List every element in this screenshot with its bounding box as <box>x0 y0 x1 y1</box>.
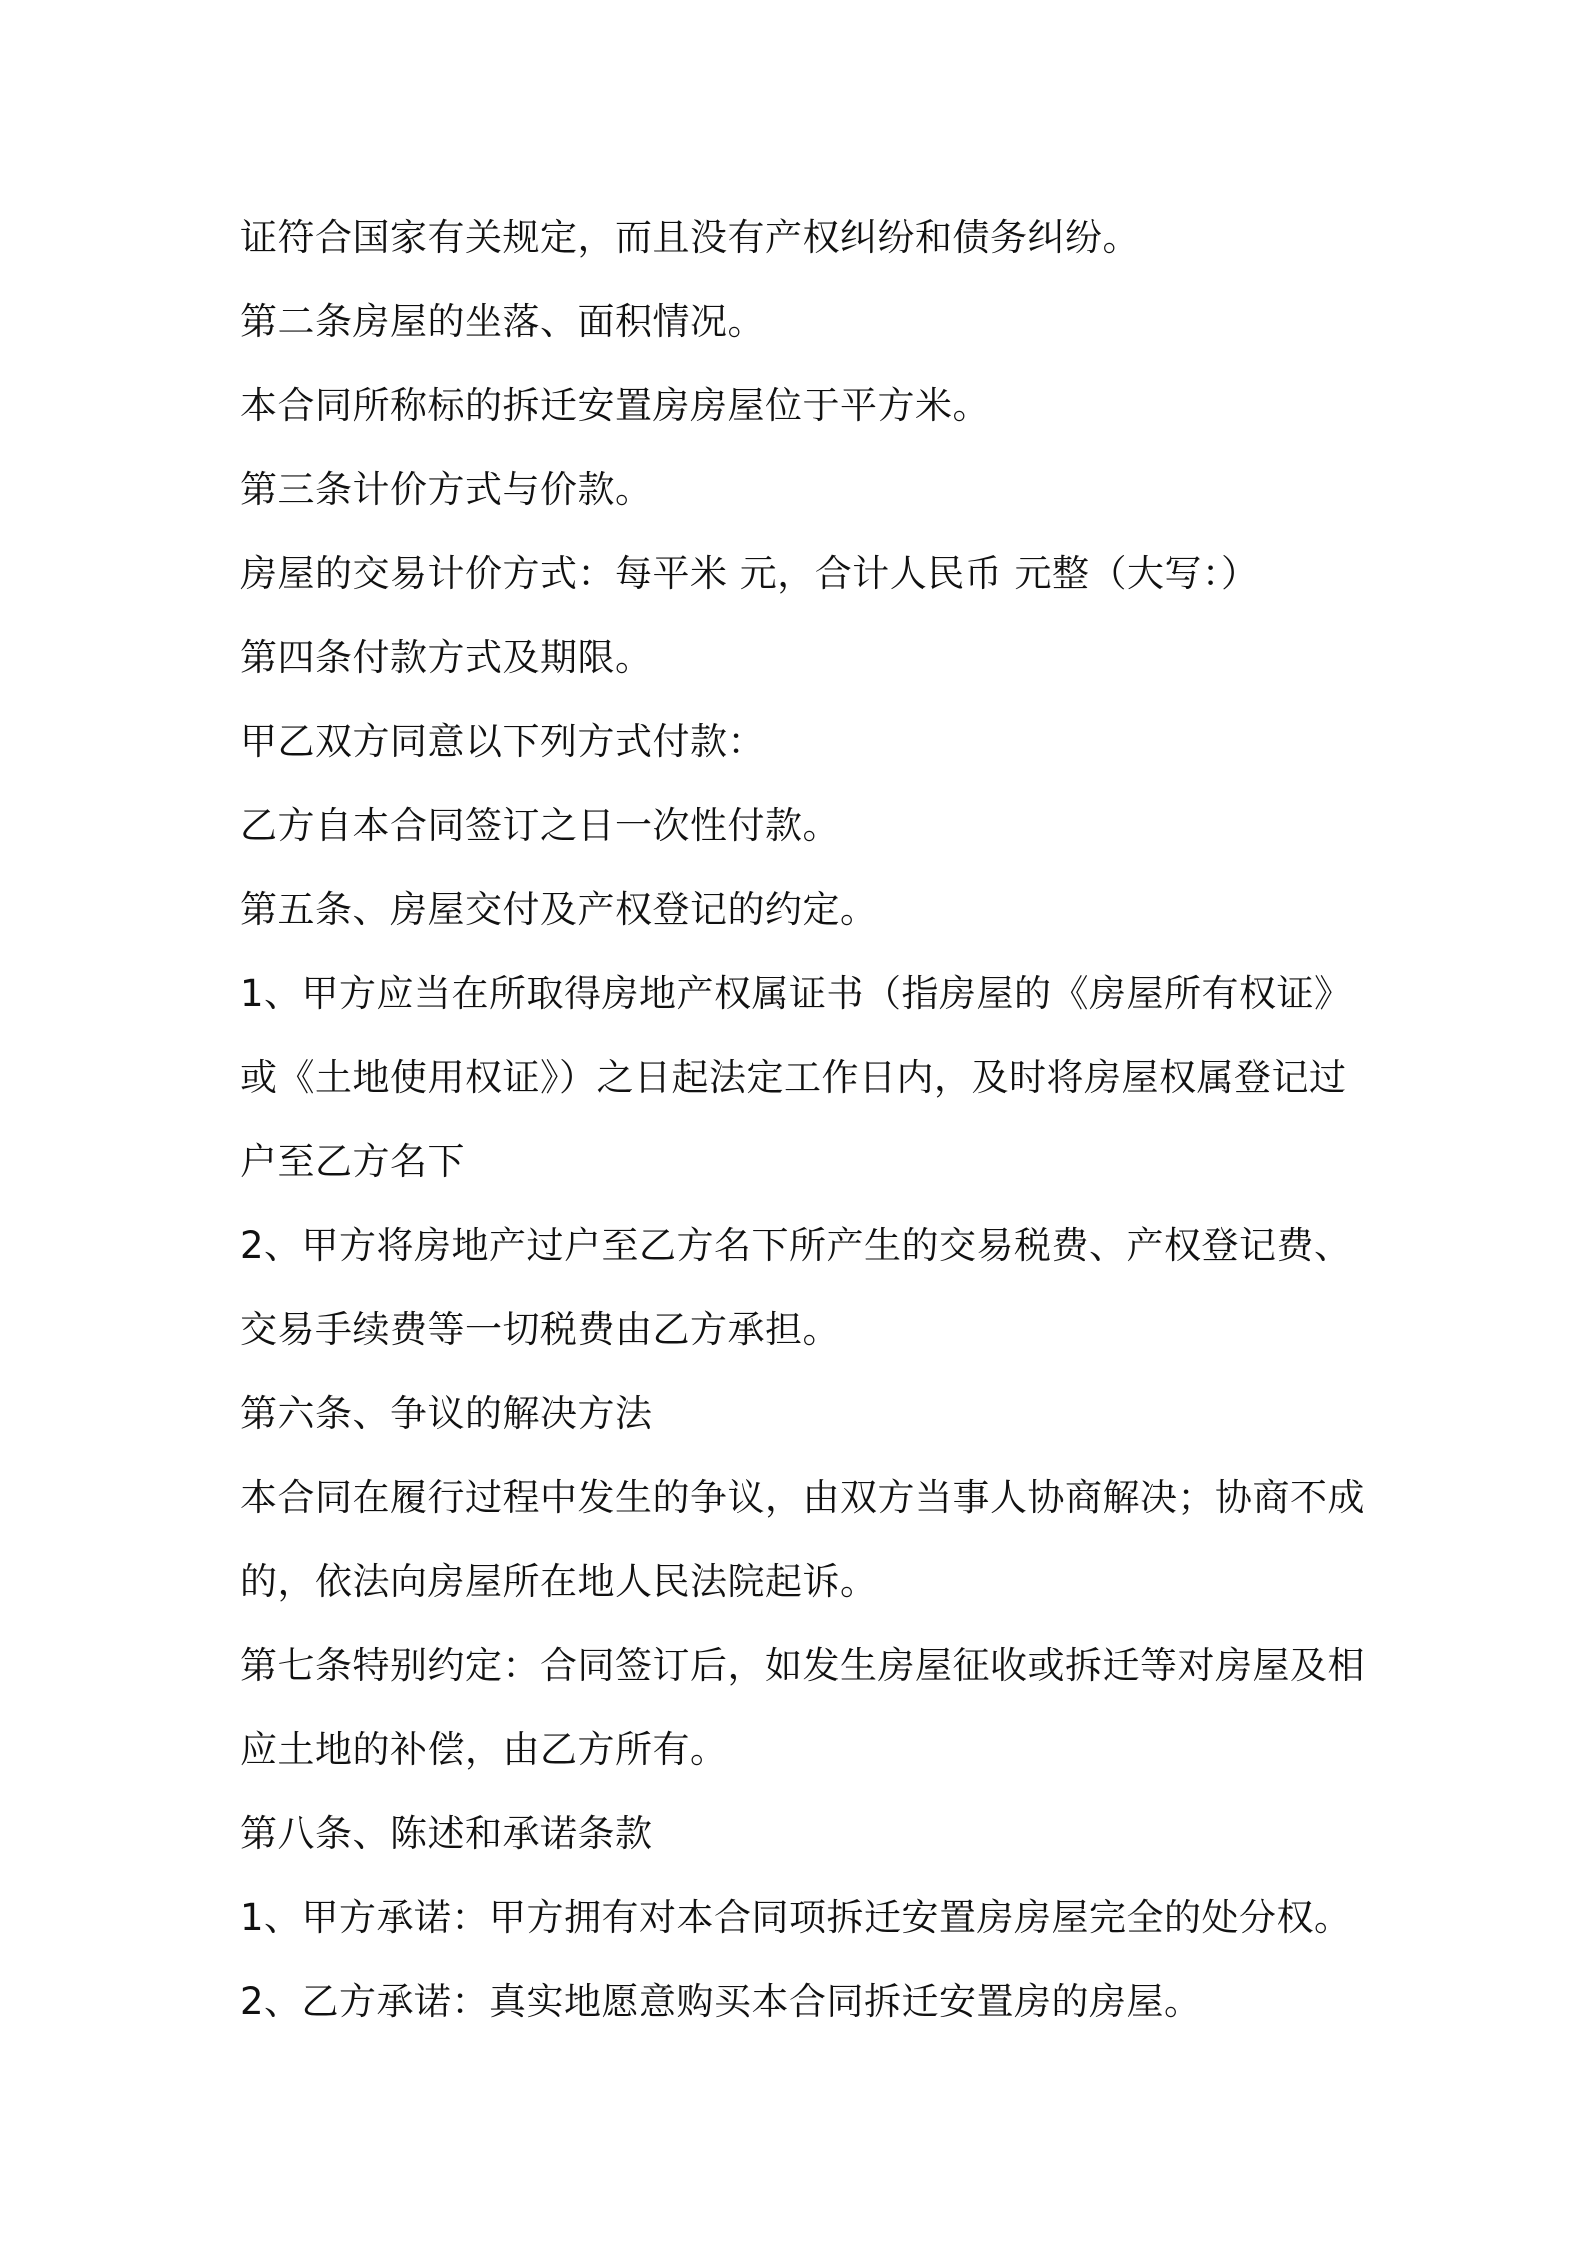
section-heading: 第二条房屋的坐落、面积情况。 <box>240 300 765 343</box>
text-line: 或《土地使用权证》）之日起法定工作日内，及时将房屋权属登记过 <box>240 1056 1347 1099</box>
text-line: 2、甲方将房地产过户至乙方名下所产生的交易税费、产权登记费、 <box>240 1224 1352 1267</box>
section-heading: 第五条、房屋交付及产权登记的约定。 <box>240 888 878 931</box>
section-heading: 第六条、争议的解决方法 <box>240 1392 653 1435</box>
text-line: 户至乙方名下 <box>240 1140 465 1183</box>
text-line: 房屋的交易计价方式：每平米 元，合计人民币 元整（大写：） <box>240 552 1259 595</box>
section-heading: 第八条、陈述和承诺条款 <box>240 1812 653 1855</box>
text-line: 甲乙双方同意以下列方式付款： <box>240 720 765 763</box>
text-line: 本合同所称标的拆迁安置房房屋位于平方米。 <box>240 384 990 427</box>
text-line: 证符合国家有关规定，而且没有产权纠纷和债务纠纷。 <box>240 216 1140 259</box>
text-line: 应土地的补偿，由乙方所有。 <box>240 1728 728 1771</box>
text-line: 交易手续费等一切税费由乙方承担。 <box>240 1308 840 1351</box>
text-line: 2、乙方承诺：真实地愿意购买本合同拆迁安置房的房屋。 <box>240 1980 1202 2023</box>
text-line: 本合同在履行过程中发生的争议，由双方当事人协商解决；协商不成 <box>240 1476 1365 1519</box>
text-line: 1、甲方承诺：甲方拥有对本合同项拆迁安置房房屋完全的处分权。 <box>240 1896 1352 1939</box>
text-line: 乙方自本合同签订之日一次性付款。 <box>240 804 840 847</box>
section-heading: 第三条计价方式与价款。 <box>240 468 653 511</box>
section-heading: 第七条特别约定：合同签订后，如发生房屋征收或拆迁等对房屋及相 <box>240 1644 1365 1687</box>
section-heading: 第四条付款方式及期限。 <box>240 636 653 679</box>
text-line: 1、甲方应当在所取得房地产权属证书（指房屋的《房屋所有权证》 <box>240 972 1352 1015</box>
text-line: 的，依法向房屋所在地人民法院起诉。 <box>240 1560 878 1603</box>
document-body <box>240 196 1365 2044</box>
